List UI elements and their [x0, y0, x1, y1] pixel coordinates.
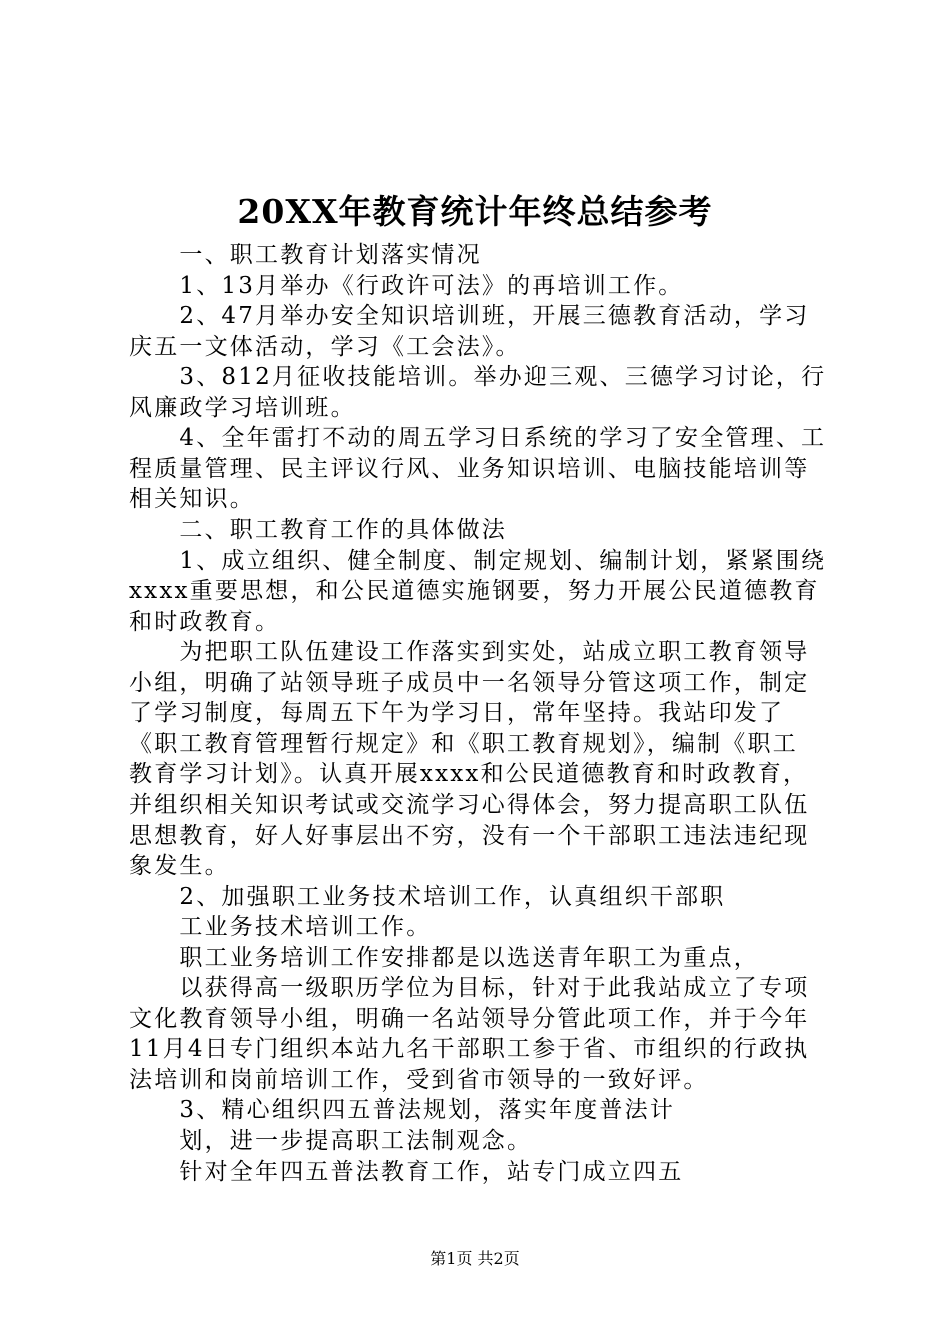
body-line: 法培训和岗前培训工作，受到省市领导的一致好评。	[129, 1066, 709, 1093]
body-line: 2、47月举办安全知识培训班，开展三德教育活动，学习	[129, 303, 810, 330]
body-line: 了学习制度，每周五下午为学习日，常年坚持。我站印发了	[129, 700, 785, 727]
body-line: 风廉政学习培训班。	[129, 394, 356, 421]
body-line: 小组，明确了站领导班子成员中一名领导分管这项工作，制定	[129, 669, 810, 696]
body-line: 二、职工教育工作的具体做法	[129, 516, 507, 543]
body-line: 庆五一文体活动，学习《工会法》。	[129, 333, 521, 360]
body-line: 1、成立组织、健全制度、制定规划、编制计划，紧紧围绕	[129, 547, 827, 574]
body-line: 和时政教育。	[129, 608, 281, 635]
body-line: 以获得高一级职历学位为目标，针对于此我站成立了专项	[129, 975, 810, 1002]
document-title: 20XX年教育统计年终总结参考	[237, 192, 713, 231]
body-line: 相关知识。	[129, 486, 255, 513]
body-line: 文化教育领导小组，明确一名站领导分管此项工作，并于今年	[129, 1005, 810, 1032]
body-line: xxxx重要思想，和公民道德实施钢要，努力开展公民道德教育	[129, 578, 820, 604]
body-line: 《职工教育管理暂行规定》和《职工教育规划》，编制《职工	[129, 730, 798, 757]
body-line: 思想教育，好人好事层出不穷，没有一个干部职工违法违纪现	[129, 822, 810, 849]
body-line: 1、13月举办《行政许可法》的再培训工作。	[129, 272, 684, 299]
page-footer: 第1页 共2页	[430, 1249, 520, 1268]
body-line: 工业务技术培训工作。	[129, 914, 432, 941]
body-line: 程质量管理、民主评议行风、业务知识培训、电脑技能培训等	[129, 455, 810, 482]
body-line: 教育学习计划》。认真开展xxxx和公民道德教育和时政教育，	[129, 761, 809, 788]
body-line: 划，进一步提高职工法制观念。	[129, 1128, 533, 1154]
body-line: 并组织相关知识考试或交流学习心得体会，努力提高职工队伍	[129, 791, 810, 818]
body-line: 针对全年四五普法教育工作，站专门成立四五	[129, 1158, 684, 1185]
body-line: 职工业务培训工作安排都是以选送青年职工为重点，	[129, 944, 759, 971]
body-line: 4、全年雷打不动的周五学习日系统的学习了安全管理、工	[129, 425, 827, 452]
body-line: 象发生。	[129, 853, 230, 879]
body-line: 为把职工队伍建设工作落实到实处，站成立职工教育领导	[129, 639, 810, 666]
body-line: 一、职工教育计划落实情况	[129, 242, 482, 268]
body-line: 3、精心组织四五普法规划，落实年度普法计	[129, 1097, 676, 1124]
body-line: 3、812月征收技能培训。举办迎三观、三德学习讨论，行	[129, 364, 827, 391]
body-line: 11月4日专门组织本站九名干部职工参于省、市组织的行政执	[129, 1036, 810, 1063]
body-line: 2、加强职工业务技术培训工作，认真组织干部职	[129, 883, 726, 910]
